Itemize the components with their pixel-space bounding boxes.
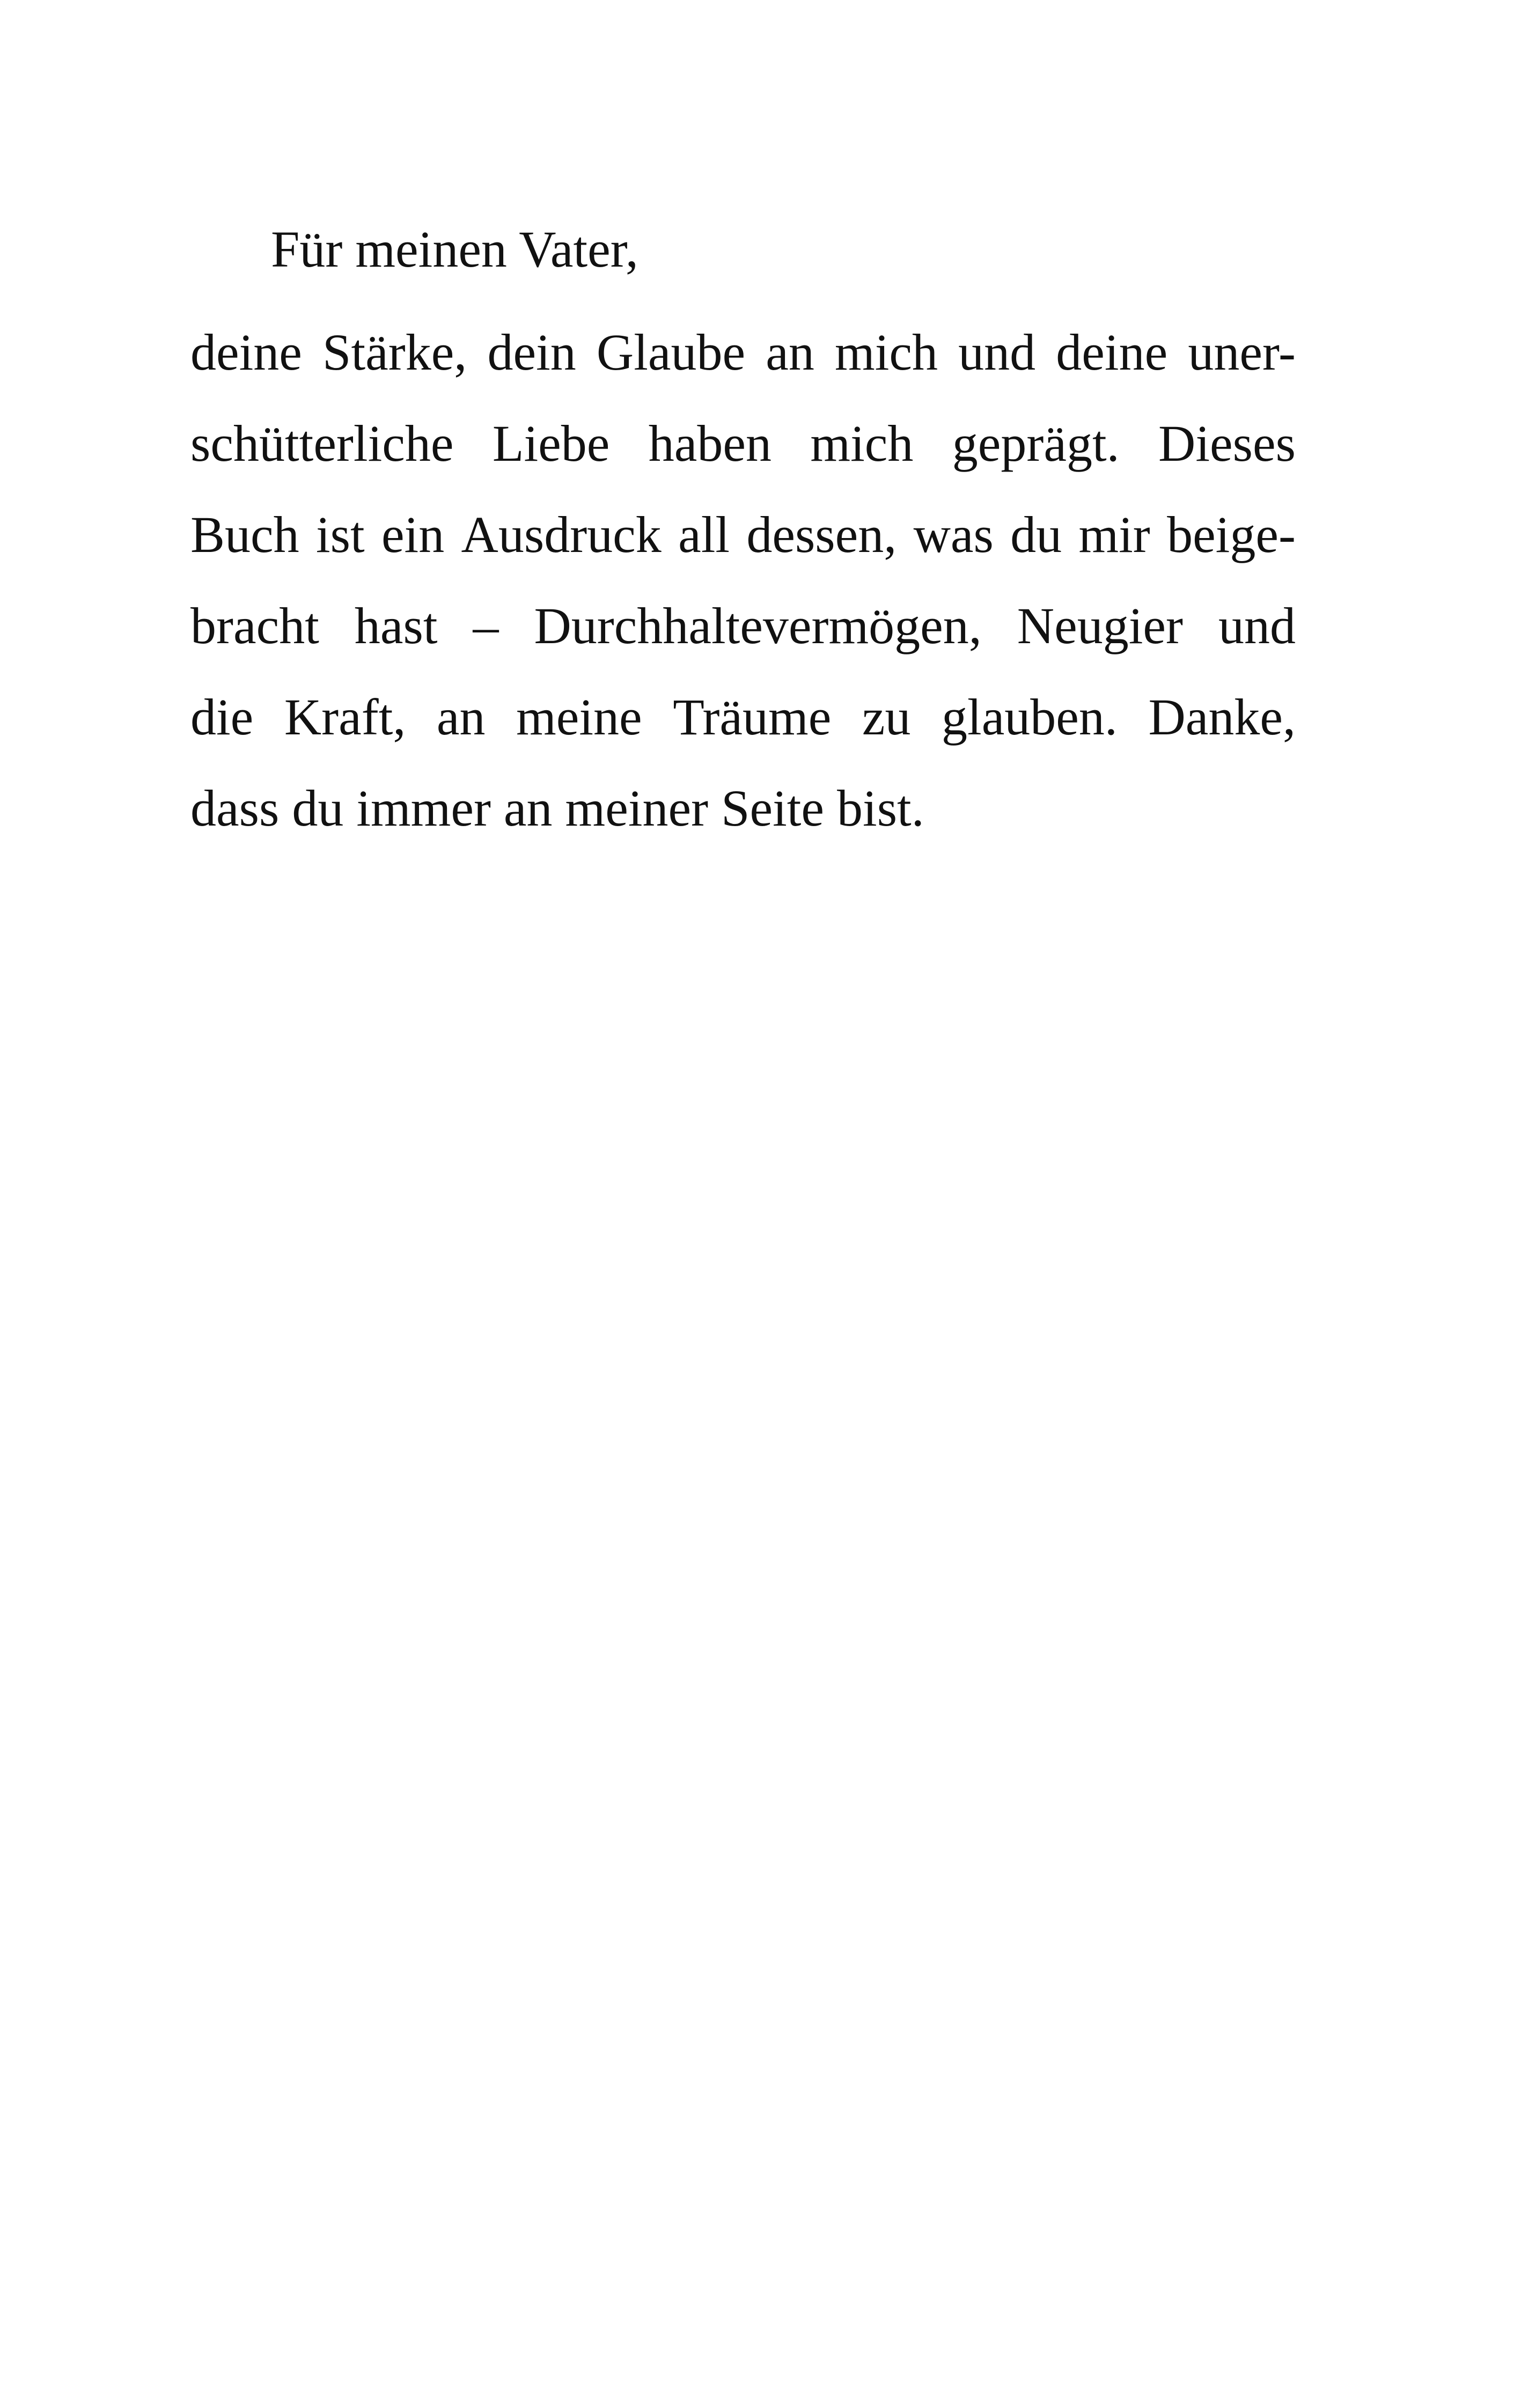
word: geprägt. bbox=[952, 415, 1120, 472]
word: dessen, bbox=[746, 506, 897, 563]
word: an bbox=[766, 323, 814, 381]
word: mich bbox=[835, 323, 938, 381]
word: haben bbox=[648, 415, 772, 472]
word: Dieses bbox=[1158, 415, 1296, 472]
word: ist bbox=[315, 506, 365, 563]
word: Durchhaltevermögen, bbox=[534, 597, 982, 654]
word: Ausdruck bbox=[461, 506, 662, 563]
word: an bbox=[436, 688, 486, 746]
word: mich bbox=[810, 415, 914, 472]
word: meine bbox=[516, 688, 642, 746]
paragraph-spacer bbox=[190, 295, 1296, 307]
word: Stärke, bbox=[322, 323, 467, 381]
word: und bbox=[958, 323, 1036, 381]
word: all bbox=[678, 506, 730, 563]
word: Danke, bbox=[1148, 688, 1296, 746]
dedication-block bbox=[190, 204, 1296, 854]
word: Liebe bbox=[492, 415, 610, 472]
dedication-salutation: Für meinen Vater, bbox=[271, 220, 638, 278]
word: – bbox=[473, 597, 499, 654]
dedication-line-2 bbox=[190, 398, 1296, 489]
word: Träume bbox=[673, 688, 832, 746]
word: deine bbox=[190, 323, 302, 381]
word: Neugier bbox=[1017, 597, 1183, 654]
dedication-line-6: dass du immer an meiner Seite bist. bbox=[190, 779, 924, 837]
word: was bbox=[913, 506, 994, 563]
word: uner- bbox=[1188, 323, 1296, 381]
word: hast bbox=[354, 597, 438, 654]
word: glauben. bbox=[942, 688, 1118, 746]
dedication-line-3 bbox=[190, 489, 1296, 580]
word: bracht bbox=[190, 597, 319, 654]
dedication-line-1 bbox=[190, 307, 1296, 398]
word: schütterliche bbox=[190, 415, 454, 472]
word: Glaube bbox=[596, 323, 746, 381]
dedication-line-4 bbox=[190, 580, 1296, 672]
word: die bbox=[190, 688, 254, 746]
word: deine bbox=[1056, 323, 1168, 381]
word: du bbox=[1010, 506, 1062, 563]
word: beige- bbox=[1167, 506, 1296, 563]
word: Kraft, bbox=[284, 688, 406, 746]
word: Buch bbox=[190, 506, 299, 563]
word: mir bbox=[1078, 506, 1150, 563]
word: dein bbox=[487, 323, 576, 381]
word: und bbox=[1218, 597, 1296, 654]
word: ein bbox=[381, 506, 445, 563]
word: zu bbox=[862, 688, 911, 746]
dedication-line-5 bbox=[190, 672, 1296, 763]
